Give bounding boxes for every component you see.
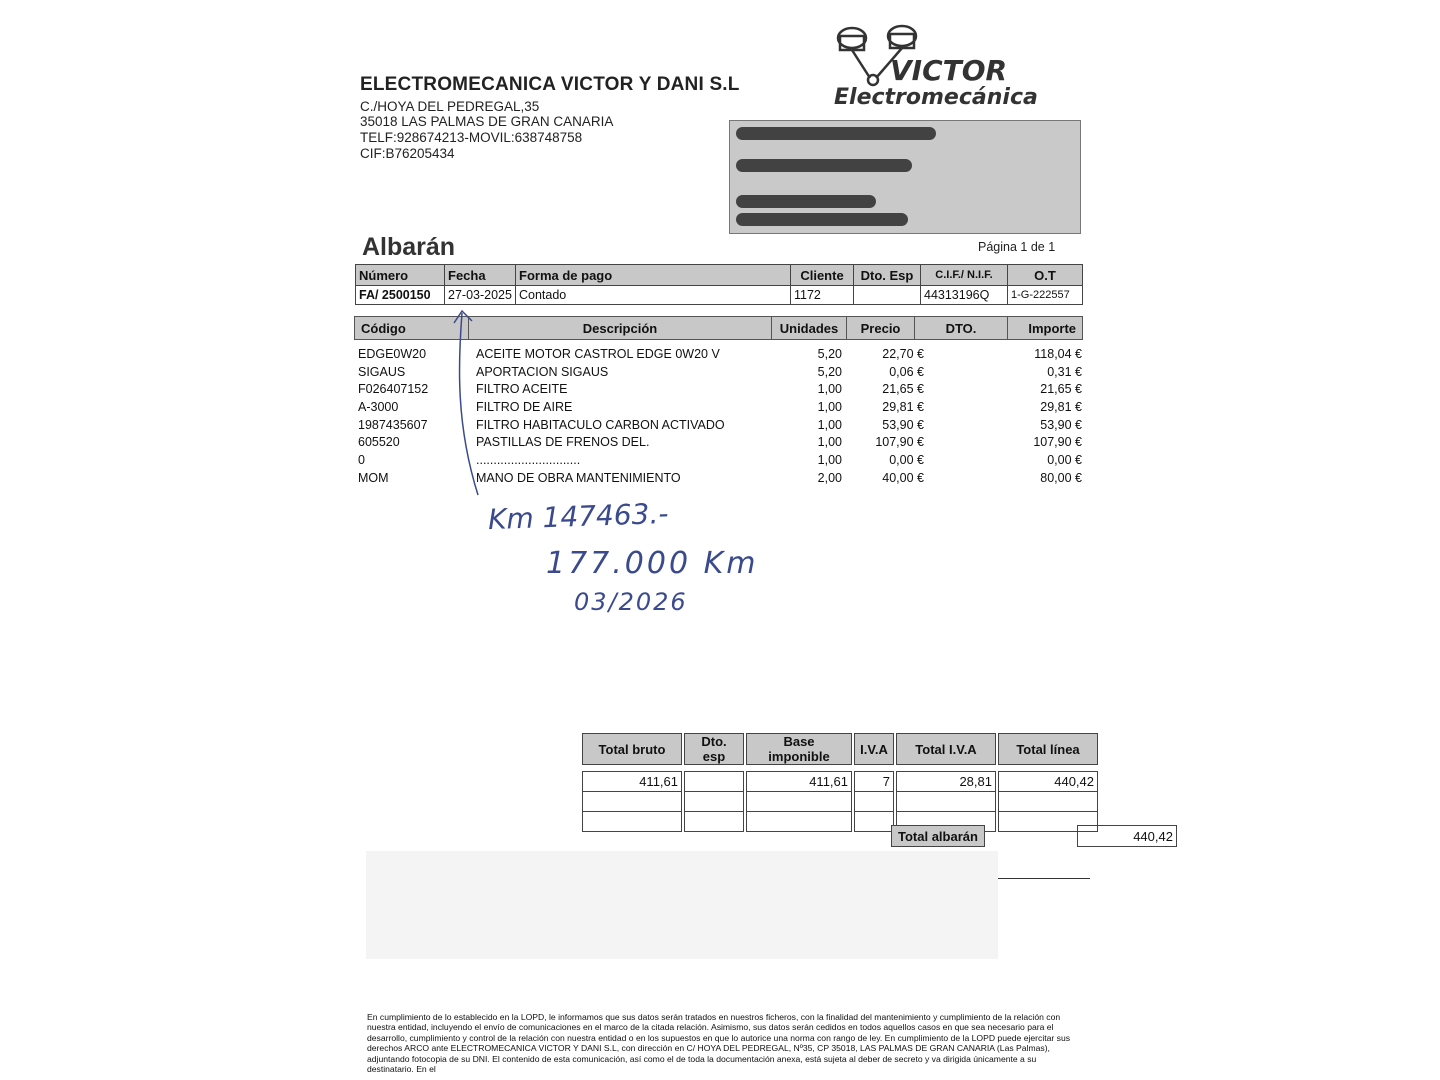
item-amount: 107,90 € xyxy=(1033,435,1082,450)
item-description: PASTILLAS DE FRENOS DEL. xyxy=(476,435,650,450)
item-discount xyxy=(927,469,1003,487)
base-imponible-value: 411,61 xyxy=(747,772,852,792)
page-indicator: Página 1 de 1 xyxy=(978,240,1056,254)
company-address-street: C./HOYA DEL PEDREGAL,35 xyxy=(360,99,540,114)
item-discount xyxy=(927,451,1003,469)
col-base-imponible: Base imponible xyxy=(747,734,852,765)
item-amount: 0,00 € xyxy=(1047,452,1082,467)
item-units: 2,00 xyxy=(817,470,842,485)
item-amount: 53,90 € xyxy=(1040,417,1082,432)
item-price: 22,70 € xyxy=(882,346,924,361)
redacted-bar xyxy=(736,213,908,226)
item-discount xyxy=(927,433,1003,451)
empty-cell xyxy=(747,792,852,812)
payment-method: Contado xyxy=(516,286,791,305)
item-code: MOM xyxy=(358,470,389,485)
item-price: 53,90 € xyxy=(882,417,924,432)
total-iva-value: 28,81 xyxy=(897,772,996,792)
handwritten-next-service-date: 03/2026 xyxy=(574,588,688,616)
empty-cell xyxy=(747,812,852,832)
empty-cell xyxy=(897,792,996,812)
item-description: FILTRO ACEITE xyxy=(476,382,568,397)
logo-text-electromecanica: Electromecánica xyxy=(834,85,1038,110)
empty-cell xyxy=(855,792,894,812)
empty-cell xyxy=(855,812,894,832)
item-discount xyxy=(927,345,1003,363)
item-units: 1,00 xyxy=(817,382,842,397)
invoice-date: 27-03-2025 xyxy=(445,286,516,305)
col-dto-esp-totals: Dto. esp xyxy=(685,734,744,765)
item-units: 1,00 xyxy=(817,399,842,414)
item-price: 29,81 € xyxy=(882,399,924,414)
item-description: MANO DE OBRA MANTENIMIENTO xyxy=(476,470,681,485)
item-price: 107,90 € xyxy=(875,435,924,450)
total-albaran-value: 440,42 xyxy=(1077,826,1176,847)
item-description: FILTRO DE AIRE xyxy=(476,399,573,414)
col-unidades: Unidades xyxy=(772,317,847,340)
company-cif: CIF:B76205434 xyxy=(360,146,455,161)
redacted-bar xyxy=(736,195,876,208)
empty-cell xyxy=(685,812,744,832)
invoice-number: FA/ 2500150 xyxy=(356,286,445,305)
item-price: 0,00 € xyxy=(889,452,924,467)
company-logo xyxy=(832,22,1062,114)
col-importe: Importe xyxy=(1008,317,1083,340)
col-total-bruto: Total bruto xyxy=(583,734,682,765)
handwritten-next-service-km: 177.000 Km xyxy=(546,546,759,581)
col-cif-nif: C.I.F./ N.I.F. xyxy=(921,265,1008,286)
empty-cell xyxy=(685,792,744,812)
item-amount: 0,31 € xyxy=(1047,364,1082,379)
empty-cell xyxy=(583,792,682,812)
col-ot: O.T xyxy=(1008,265,1083,286)
handwritten-mileage: Km 147463.- xyxy=(487,496,669,537)
recipient-address-box xyxy=(729,120,1081,234)
item-description: .............................. xyxy=(476,452,581,467)
document-title: Albarán xyxy=(362,233,456,261)
item-discount xyxy=(927,380,1003,398)
col-iva: I.V.A xyxy=(855,734,894,765)
item-units: 1,00 xyxy=(817,435,842,450)
item-price: 40,00 € xyxy=(882,470,924,485)
item-code: 605520 xyxy=(358,435,400,450)
company-name: ELECTROMECANICA VICTOR Y DANI S.L xyxy=(360,74,740,95)
empty-cell xyxy=(999,792,1098,812)
item-discount xyxy=(927,363,1003,381)
col-numero: Número xyxy=(356,265,445,286)
legal-notice: En cumplimiento de lo establecido en la LOPD, le informamos que sus datos serán tratados en nuestros ficheros, con la finalidad del mantenimiento y cumplimiento de la relación con nuestra entidad, incluyendo el envío de comunicaciones en el marco de la citada relación. Asimismo, sus datos serán cedidos en todos aquellos casos en que sea necesario para el desarrollo, cumplimiento y control de la relación con nuestra entidad o en los supuestos en que lo autorice una norma con rango de ley. En cumplimiento de la LOPD puede ejercitar sus derechos ARCO ante ELECTROMECANICA VICTOR Y DANI S.L, con dirección en C/ HOYA DEL PEDREGAL, Nº35, CP 35018, LAS PALMAS DE GRAN CANARIA (Las Palmas), adjuntando fotocopia de su DNI. El contenido de esta comunicación, así como el de toda la documentación anexa, está sujeta al deber de secreto y va dirigida únicamente a su destinatario. En el xyxy=(367,1012,1071,1075)
logo-text-victor: VICTOR xyxy=(890,54,1008,87)
col-total-linea: Total línea xyxy=(999,734,1098,765)
grand-total-table xyxy=(891,825,1177,847)
col-forma-pago: Forma de pago xyxy=(516,265,791,286)
item-description: ACEITE MOTOR CASTROL EDGE 0W20 V xyxy=(476,346,720,361)
item-code: A-3000 xyxy=(358,399,399,414)
item-amount: 29,81 € xyxy=(1040,399,1082,414)
handwritten-arrow xyxy=(446,305,486,505)
col-codigo: Código xyxy=(355,317,469,340)
redacted-bar xyxy=(736,127,936,140)
item-units: 5,20 xyxy=(817,364,842,379)
item-description: APORTACION SIGAUS xyxy=(476,364,609,379)
item-units: 1,00 xyxy=(817,452,842,467)
blurred-area xyxy=(366,851,998,959)
item-code: 0 xyxy=(358,452,365,467)
item-code: 1987435607 xyxy=(358,417,428,432)
redacted-bar xyxy=(736,159,912,172)
item-code: F026407152 xyxy=(358,382,429,397)
item-amount: 80,00 € xyxy=(1040,470,1082,485)
company-address-city: 35018 LAS PALMAS DE GRAN CANARIA xyxy=(360,114,614,129)
company-phone: TELF:928674213-MOVIL:638748758 xyxy=(360,130,583,145)
pistons-icon xyxy=(832,22,1062,114)
total-linea-value: 440,42 xyxy=(999,772,1098,792)
col-dto: DTO. xyxy=(915,317,1008,340)
col-cliente: Cliente xyxy=(791,265,854,286)
item-discount xyxy=(927,416,1003,434)
item-amount: 21,65 € xyxy=(1040,382,1082,397)
dto-esp-value xyxy=(685,772,744,792)
work-order: 1-G-222557 xyxy=(1008,286,1083,305)
item-price: 21,65 € xyxy=(882,382,924,397)
item-price: 0,06 € xyxy=(889,364,924,379)
col-precio: Precio xyxy=(847,317,915,340)
item-code: EDGE0W20 xyxy=(358,346,427,361)
item-description: FILTRO HABITACULO CARBON ACTIVADO xyxy=(476,417,725,432)
totals-table xyxy=(582,733,1098,832)
client-number: 1172 xyxy=(791,286,854,305)
item-discount xyxy=(927,398,1003,416)
item-amount: 118,04 € xyxy=(1034,346,1082,361)
empty-cell xyxy=(583,812,682,832)
invoice-header-table xyxy=(355,264,1083,305)
total-bruto-value: 411,61 xyxy=(583,772,682,792)
special-discount xyxy=(854,286,921,305)
item-units: 1,00 xyxy=(817,417,842,432)
item-units: 5,20 xyxy=(817,346,842,361)
col-dto-esp: Dto. Esp xyxy=(854,265,921,286)
client-nif: 44313196Q xyxy=(921,286,1008,305)
col-total-iva: Total I.V.A xyxy=(897,734,996,765)
total-albaran-label: Total albarán xyxy=(892,826,985,847)
signature-line xyxy=(998,878,1090,879)
col-fecha: Fecha xyxy=(445,265,516,286)
iva-rate-value: 7 xyxy=(855,772,894,792)
col-descripcion: Descripción xyxy=(469,317,772,340)
item-code: SIGAUS xyxy=(358,364,406,379)
